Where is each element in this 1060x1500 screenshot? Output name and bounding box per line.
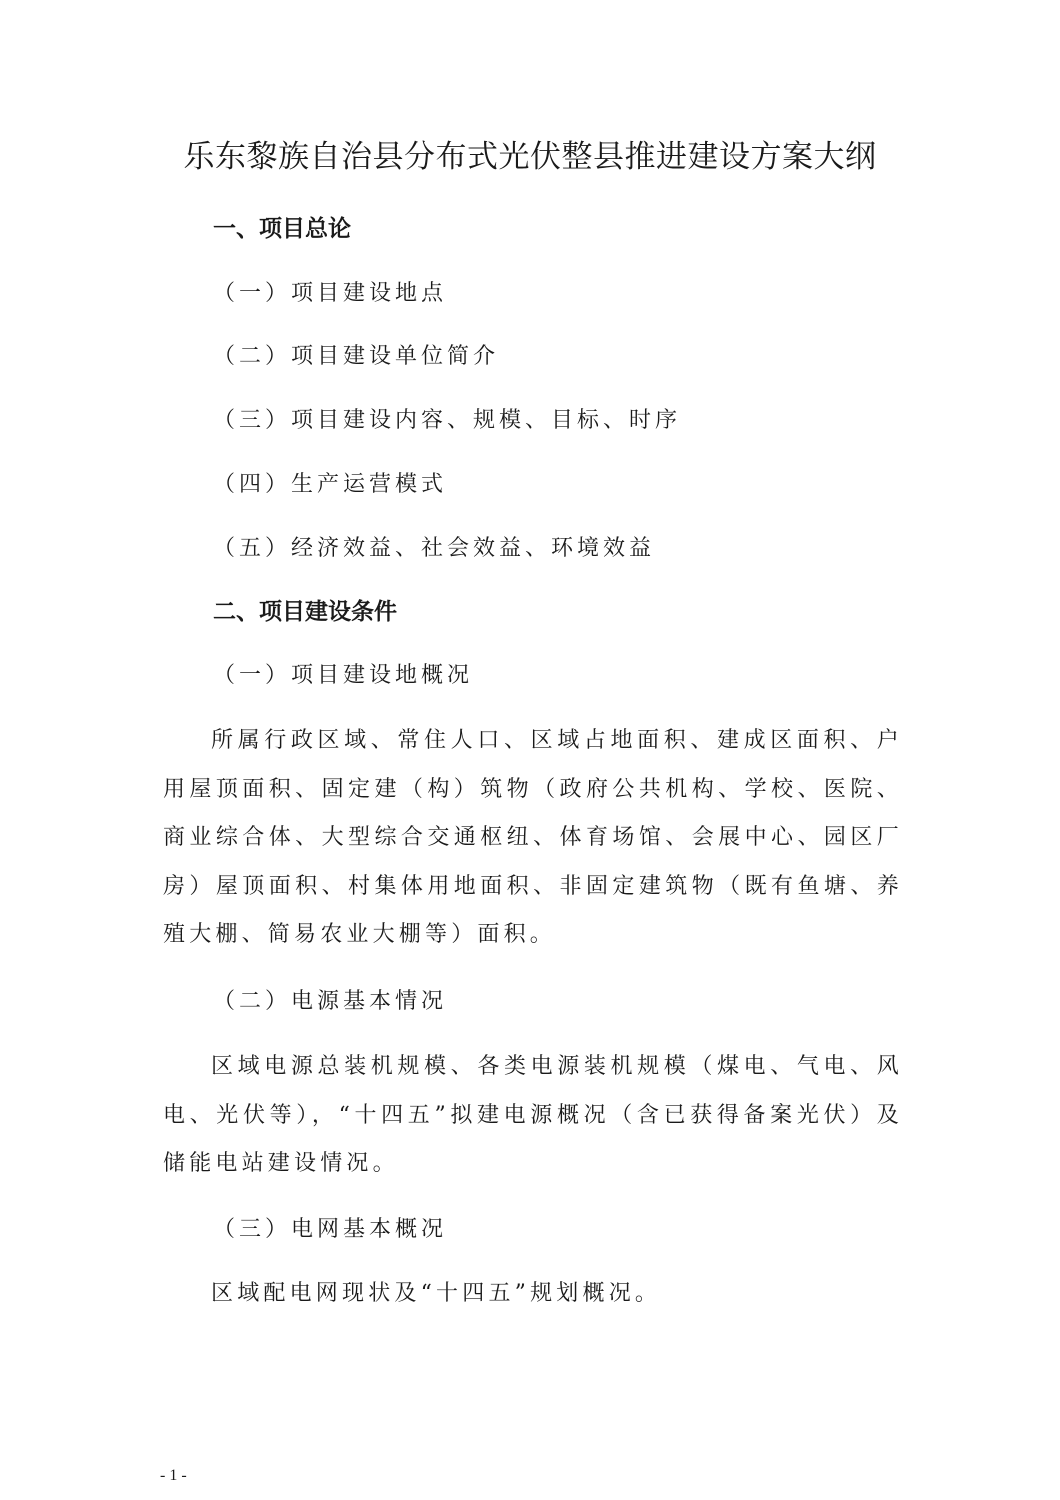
subsection-heading-1-1: （一）项目建设地点 xyxy=(213,281,448,306)
subsection-heading-1-5: （五）经济效益、社会效益、环境效益 xyxy=(213,536,656,561)
section-heading-2: 二、项目建设条件 xyxy=(213,599,397,625)
subsection-heading-1-2: （二）项目建设单位简介 xyxy=(213,344,500,369)
subsection-heading-2-2: （二）电源基本情况 xyxy=(213,989,448,1014)
document-title: 乐东黎族自治县分布式光伏整县推进建设方案大纲 xyxy=(183,139,877,175)
subsection-heading-1-4: （四）生产运营模式 xyxy=(213,472,448,497)
subsection-body-2-3: 区域配电网现状及“十四五”规划概况。 xyxy=(211,1281,662,1306)
subsection-heading-2-3: （三）电网基本概况 xyxy=(213,1217,448,1242)
subsection-heading-2-1: （一）项目建设地概况 xyxy=(213,663,474,688)
subsection-heading-1-3: （三）项目建设内容、规模、目标、时序 xyxy=(213,408,682,433)
subsection-body-2-1: 所属行政区域、常住人口、区域占地面积、建成区面积、户用屋顶面积、固定建（构）筑物（政府公共机构、学校、医院、商业综合体、大型综合交通枢纽、体育场馆、会展中心、园区厂房）屋顶面积、村集体用地面积、非固定建筑物（既有鱼塘、养殖大棚、简易农业大棚等）面积。 xyxy=(163,728,903,947)
section-heading-1: 一、项目总论 xyxy=(213,216,351,242)
page-number: - 1 - xyxy=(160,1467,187,1484)
subsection-body-2-2: 区域电源总装机规模、各类电源装机规模（煤电、气电、风电、光伏等），“十四五”拟建电源概况（含已获得备案光伏）及储能电站建设情况。 xyxy=(163,1054,903,1176)
